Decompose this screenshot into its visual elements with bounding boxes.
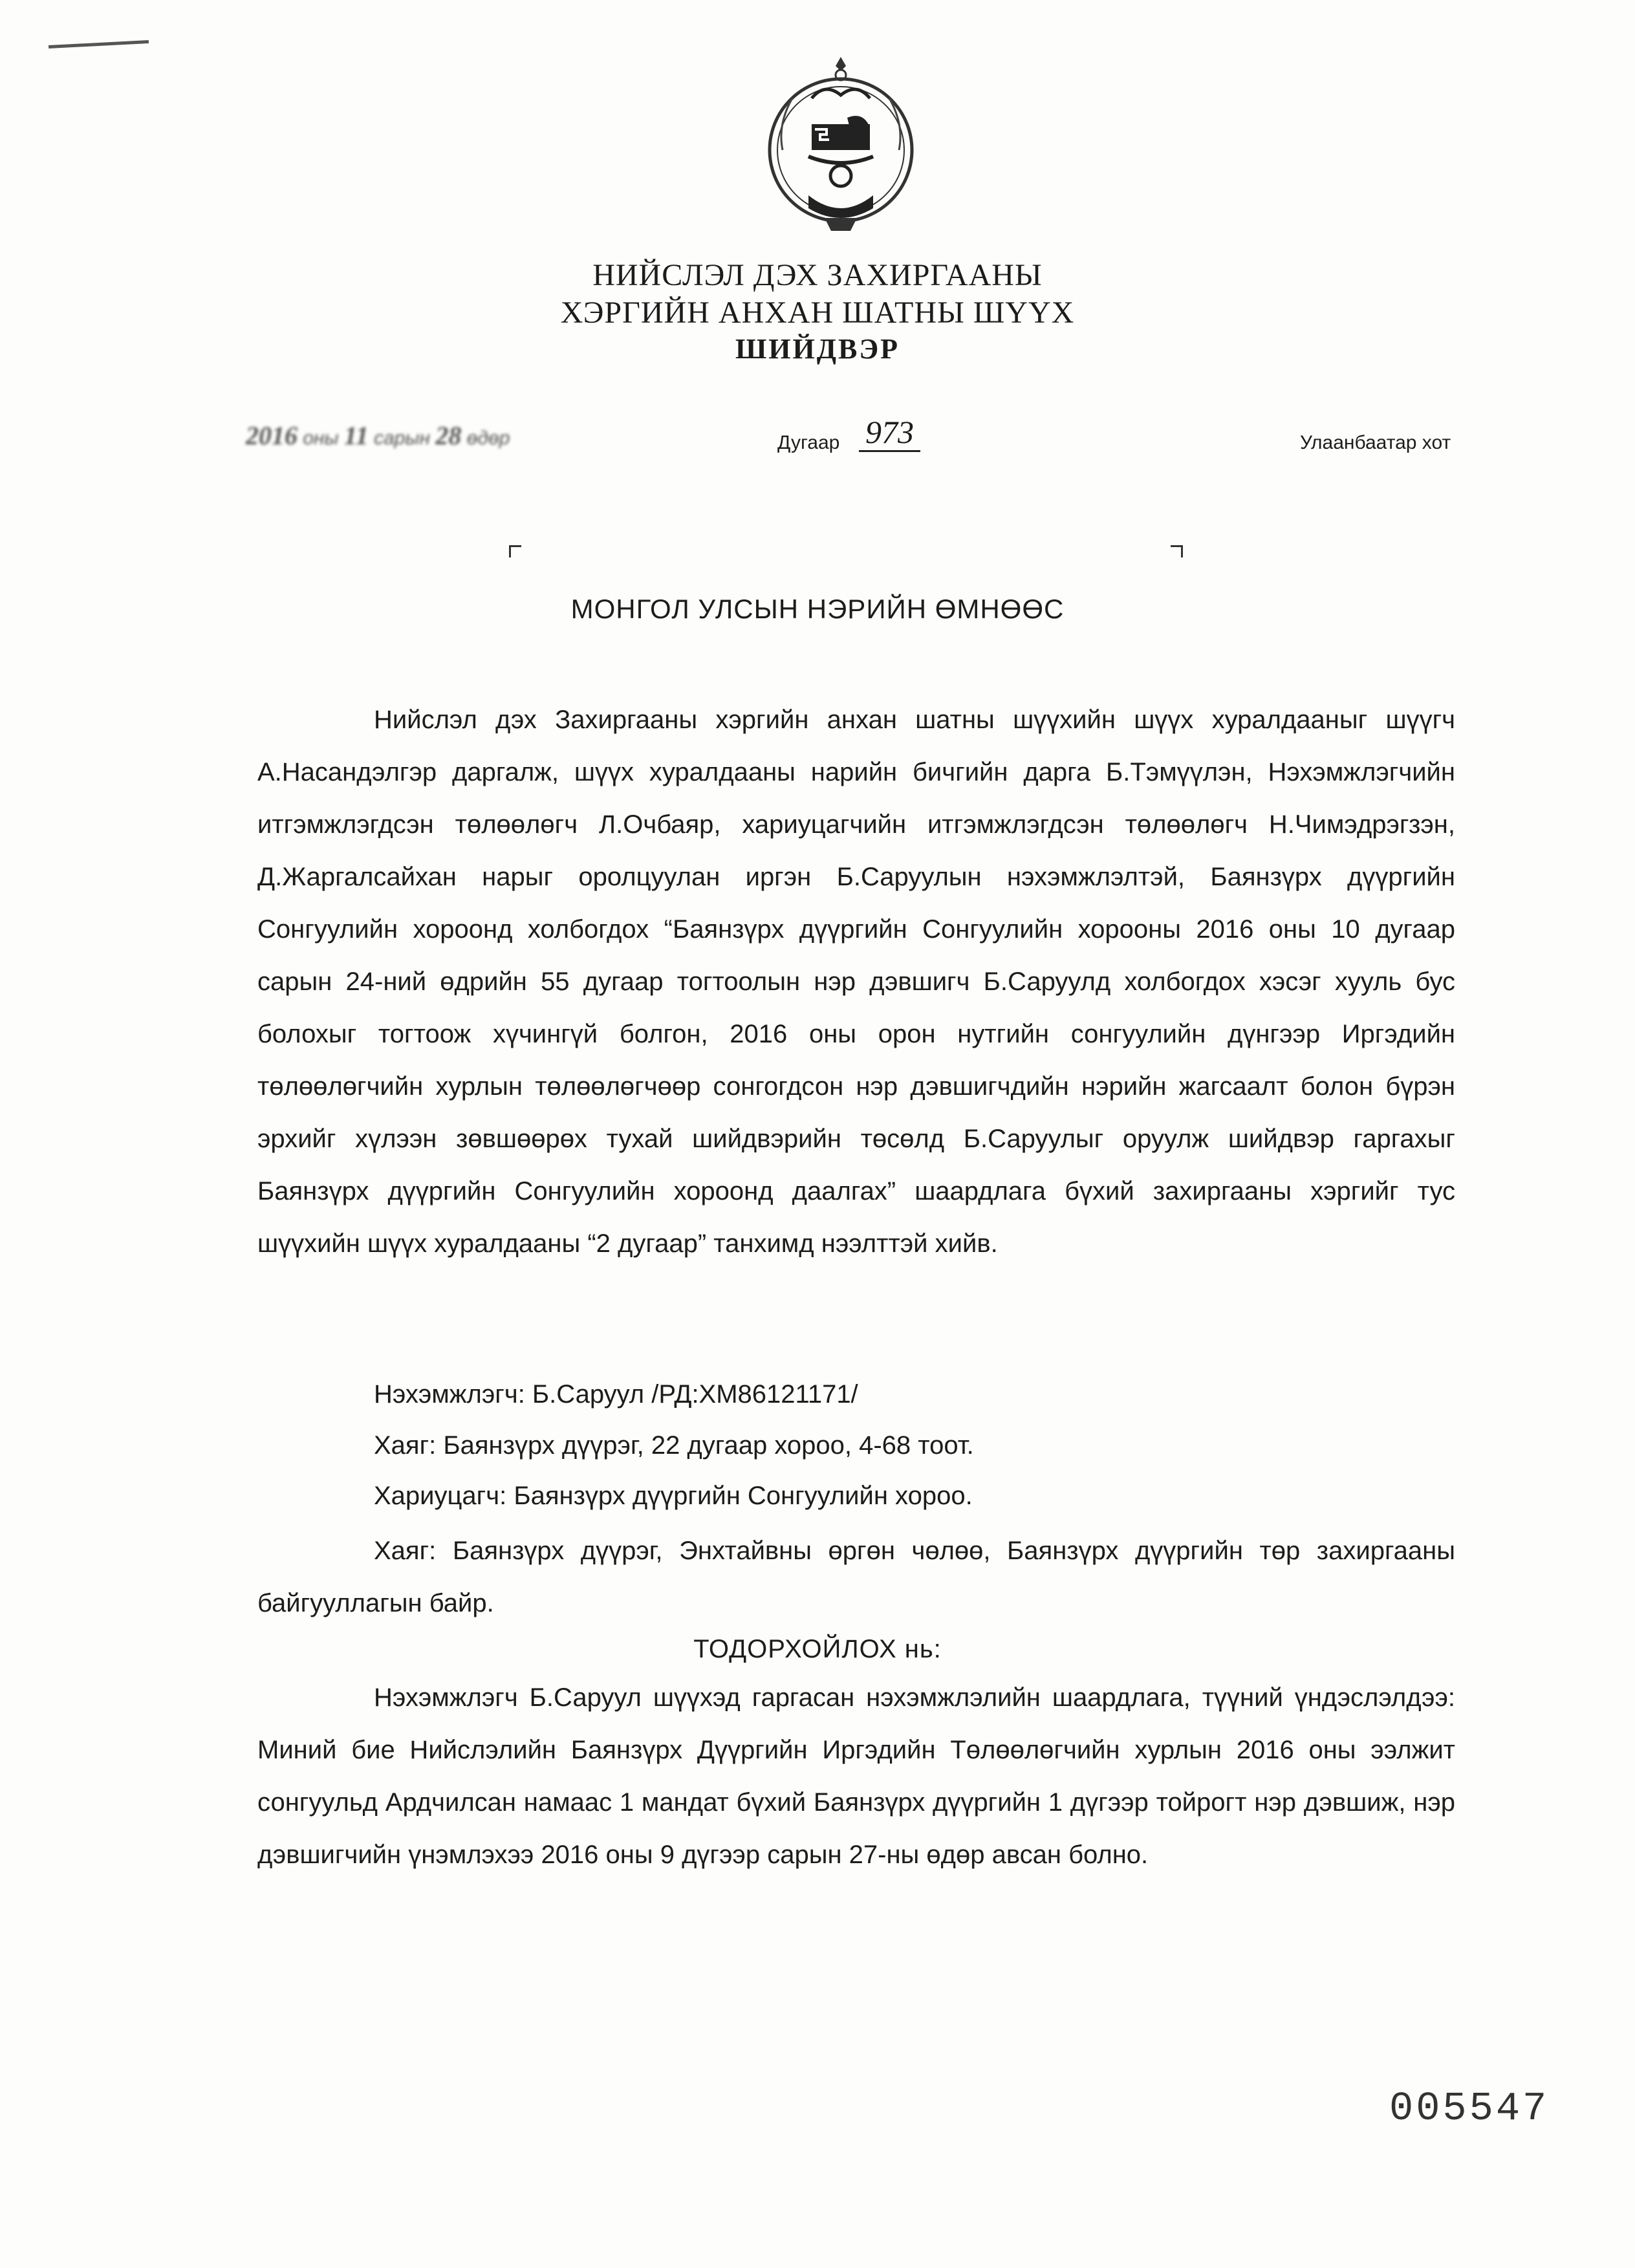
court-name-line-2: ХЭРГИЙН АНХАН ШАТНЫ ШҮҮХ xyxy=(560,296,1075,330)
document-title: МОНГОЛ УЛСЫН НЭРИЙН ӨМНӨӨС xyxy=(570,594,1065,624)
corner-mark-right xyxy=(1171,545,1183,557)
decision-number: 973 xyxy=(859,414,920,452)
document-type: ШИЙДВЭР xyxy=(735,333,900,365)
decision-number-label: Дугаар xyxy=(777,432,840,453)
date-month: 11 xyxy=(343,421,369,450)
decision-date xyxy=(246,420,510,451)
plaintiff-line: Нэхэмжлэгч: Б.Саруул /РД:ХМ86121171/ xyxy=(374,1380,858,1409)
defendant-address: Хаяг: Баянзүрх дүүрэг, Энхтайвны өргөн чөлөө, Баянзүрх дүүргийн төр захиргааны байгууллагын байр. xyxy=(257,1537,1455,1617)
body-paragraph: Нэхэмжлэгч Б.Саруул шүүхэд гаргасан нэхэмжлэлийн шаардлага, түүний үндэслэлдээ: Миний бие Нийслэлийн Баянзүрх Дүүргийн Иргэдийн Төлөөлөгчийн хурлын 2016 оны ээлжит сонгуульд Ардчилсан намаас 1 мандат бүхий Баянзүрх дүүргийн 1 дүгээр тойрогт нэр дэвшиж, нэр дэвшигчийн үнэмлэхээ 2016 оны 9 дүгээр сарын 27-ны өдөр авсан болно. xyxy=(257,1683,1455,1869)
city-label: Улаанбаатар хот xyxy=(1300,432,1451,453)
date-month-suffix: сарын xyxy=(374,427,431,449)
date-day: 28 xyxy=(435,421,462,450)
state-emblem-icon xyxy=(763,53,918,241)
section-heading: ТОДОРХОЙЛОХ нь: xyxy=(693,1635,942,1663)
court-name-line-1: НИЙСЛЭЛ ДЭХ ЗАХИРГААНЫ xyxy=(592,258,1043,292)
scan-mark xyxy=(49,40,149,49)
intro-paragraph: Нийслэл дэх Захиргааны хэргийн анхан шатны шүүхийн шүүх хуралдааныг шүүгч А.Насандэлгэр даргалж, шүүх хуралдааны нарийн бичгийн дарга Б.Тэмүүлэн, Нэхэмжлэгчийн итгэмжлэгдсэн төлөөлөгч Л.Очбаяр, хариуцагчийн итгэмжлэгдсэн төлөөлөгч Н.Чимэдрэгзэн, Д.Жаргалсайхан нарыг оролцуулан иргэн Б.Саруулын нэхэмжлэлтэй, Баянзүрх дүүргийн Сонгуулийн хороонд холбогдох “Баянзүрх дүүргийн Сонгуулийн хорооны 2016 оны 10 дугаар сарын 24-ний өдрийн 55 дугаар тогтоолын нэр дэвшигч Б.Саруулд холбогдох хэсэг хууль бус болохыг тогтоож хүчингүй болгон, 2016 оны орон нутгийн сонгуулийн дүнгээр Иргэдийн төлөөлөгчийн хурлын төлөөлөгчөөр сонгогдсон нэр дэвшигчдийн нэрийн жагсаалт болон бүрэн эрхийг хүлээн зөвшөөрөх тухай шийдвэрийн төсөлд Б.Саруулыг оруулж шийдвэр гаргахыг Баянзүрх дүүргийн Сонгуулийн хороонд даалгах” шаардлага бүхий захиргааны хэргийг тус шүүхийн шүүх хуралдааны “2 дугаар” танхимд нээлттэй хийв. xyxy=(257,706,1455,1258)
date-day-suffix: өдөр xyxy=(466,427,510,449)
corner-mark-left xyxy=(509,545,521,557)
date-year: 2016 xyxy=(246,421,298,450)
serial-number: 005547 xyxy=(1389,2086,1550,2132)
defendant-line: Хариуцагч: Баянзүрх дүүргийн Сонгуулийн хороо. xyxy=(374,1482,973,1510)
plaintiff-address: Хаяг: Баянзүрх дүүрэг, 22 дугаар хороо, 4-68 тоот. xyxy=(374,1431,974,1460)
date-year-suffix: оны xyxy=(303,427,339,449)
